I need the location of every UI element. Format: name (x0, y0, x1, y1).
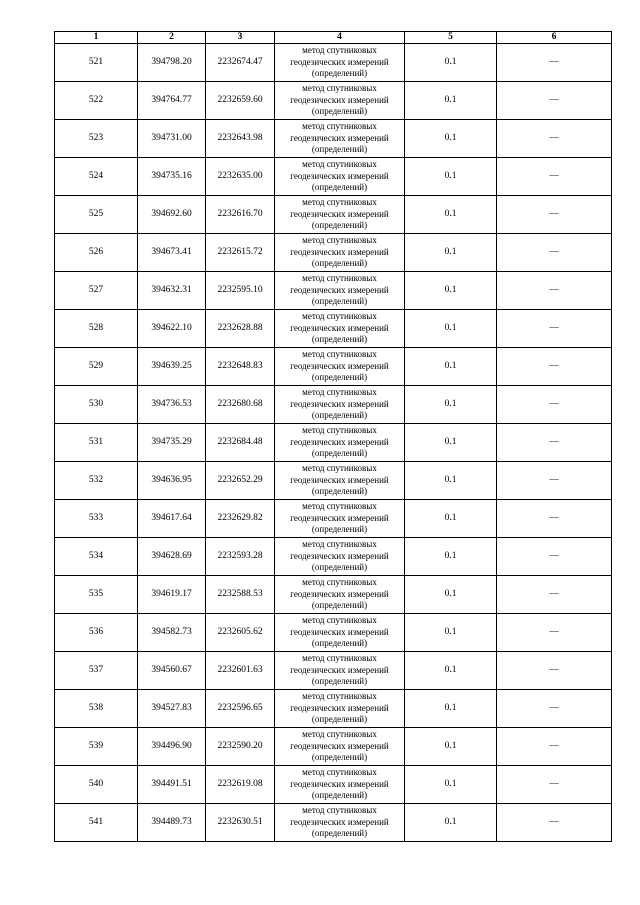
precision-cell: 0.1 (405, 158, 497, 196)
column-header-3: 3 (206, 32, 275, 44)
table-row (55, 82, 612, 120)
coordinate-x-cell: 394736.53 (138, 386, 206, 424)
method-cell: метод спутниковых геодезических измерений (определений) (275, 538, 405, 576)
coordinate-x-cell: 394731.00 (138, 120, 206, 158)
precision-cell: 0.1 (405, 690, 497, 728)
method-cell: метод спутниковых геодезических измерений (определений) (275, 272, 405, 310)
precision-cell: 0.1 (405, 82, 497, 120)
coordinate-y-cell: 2232684.48 (206, 424, 275, 462)
point-number-cell: 530 (55, 386, 138, 424)
point-number-cell: 526 (55, 234, 138, 272)
note-cell: — (497, 690, 612, 728)
point-number-cell: 529 (55, 348, 138, 386)
note-cell: — (497, 462, 612, 500)
table-row (55, 120, 612, 158)
coordinate-y-cell: 2232596.65 (206, 690, 275, 728)
coordinate-y-cell: 2232643.98 (206, 120, 275, 158)
coordinate-x-cell: 394735.29 (138, 424, 206, 462)
precision-cell: 0.1 (405, 538, 497, 576)
table-row (55, 538, 612, 576)
precision-cell: 0.1 (405, 728, 497, 766)
precision-cell: 0.1 (405, 44, 497, 82)
coordinates-table (54, 31, 612, 842)
note-cell: — (497, 652, 612, 690)
table-row (55, 500, 612, 538)
note-cell: — (497, 386, 612, 424)
method-cell: метод спутниковых геодезических измерений (определений) (275, 614, 405, 652)
coordinate-y-cell: 2232616.70 (206, 196, 275, 234)
precision-cell: 0.1 (405, 386, 497, 424)
method-cell: метод спутниковых геодезических измерений (определений) (275, 82, 405, 120)
coordinate-x-cell: 394491.51 (138, 766, 206, 804)
note-cell: — (497, 348, 612, 386)
table-row (55, 158, 612, 196)
note-cell: — (497, 538, 612, 576)
note-cell: — (497, 272, 612, 310)
coordinate-x-cell: 394628.69 (138, 538, 206, 576)
method-cell: метод спутниковых геодезических измерений (определений) (275, 234, 405, 272)
coordinate-y-cell: 2232619.08 (206, 766, 275, 804)
coordinate-x-cell: 394798.20 (138, 44, 206, 82)
method-cell: метод спутниковых геодезических измерений (определений) (275, 44, 405, 82)
point-number-cell: 537 (55, 652, 138, 690)
table-row (55, 386, 612, 424)
precision-cell: 0.1 (405, 804, 497, 842)
coordinate-x-cell: 394673.41 (138, 234, 206, 272)
coordinate-y-cell: 2232590.20 (206, 728, 275, 766)
note-cell: — (497, 82, 612, 120)
coordinate-x-cell: 394527.83 (138, 690, 206, 728)
method-cell: метод спутниковых геодезических измерений (определений) (275, 652, 405, 690)
precision-cell: 0.1 (405, 348, 497, 386)
table-row (55, 196, 612, 234)
method-cell: метод спутниковых геодезических измерений (определений) (275, 462, 405, 500)
method-cell: метод спутниковых геодезических измерений (определений) (275, 348, 405, 386)
coordinate-x-cell: 394582.73 (138, 614, 206, 652)
coordinate-x-cell: 394560.67 (138, 652, 206, 690)
point-number-cell: 525 (55, 196, 138, 234)
note-cell: — (497, 614, 612, 652)
note-cell: — (497, 234, 612, 272)
table-row (55, 234, 612, 272)
point-number-cell: 527 (55, 272, 138, 310)
coordinate-x-cell: 394639.25 (138, 348, 206, 386)
point-number-cell: 536 (55, 614, 138, 652)
point-number-cell: 538 (55, 690, 138, 728)
precision-cell: 0.1 (405, 196, 497, 234)
method-cell: метод спутниковых геодезических измерений (определений) (275, 120, 405, 158)
table-row (55, 272, 612, 310)
method-cell: метод спутниковых геодезических измерений (определений) (275, 158, 405, 196)
coordinate-x-cell: 394636.95 (138, 462, 206, 500)
note-cell: — (497, 310, 612, 348)
note-cell: — (497, 424, 612, 462)
note-cell: — (497, 158, 612, 196)
coordinate-x-cell: 394496.90 (138, 728, 206, 766)
method-cell: метод спутниковых геодезических измерений (определений) (275, 500, 405, 538)
column-header-2: 2 (138, 32, 206, 44)
coordinate-y-cell: 2232674.47 (206, 44, 275, 82)
note-cell: — (497, 44, 612, 82)
precision-cell: 0.1 (405, 576, 497, 614)
note-cell: — (497, 500, 612, 538)
point-number-cell: 532 (55, 462, 138, 500)
point-number-cell: 521 (55, 44, 138, 82)
table-row (55, 690, 612, 728)
table-row (55, 614, 612, 652)
precision-cell: 0.1 (405, 652, 497, 690)
coordinate-y-cell: 2232629.82 (206, 500, 275, 538)
coordinate-x-cell: 394619.17 (138, 576, 206, 614)
table-row (55, 804, 612, 842)
point-number-cell: 535 (55, 576, 138, 614)
coordinate-x-cell: 394617.64 (138, 500, 206, 538)
coordinate-x-cell: 394489.73 (138, 804, 206, 842)
point-number-cell: 522 (55, 82, 138, 120)
coordinate-y-cell: 2232630.51 (206, 804, 275, 842)
point-number-cell: 541 (55, 804, 138, 842)
method-cell: метод спутниковых геодезических измерений (определений) (275, 766, 405, 804)
method-cell: метод спутниковых геодезических измерений (определений) (275, 576, 405, 614)
point-number-cell: 533 (55, 500, 138, 538)
column-header-5: 5 (405, 32, 497, 44)
precision-cell: 0.1 (405, 272, 497, 310)
table-row (55, 462, 612, 500)
note-cell: — (497, 728, 612, 766)
coordinate-y-cell: 2232588.53 (206, 576, 275, 614)
coordinate-x-cell: 394764.77 (138, 82, 206, 120)
coordinate-y-cell: 2232605.62 (206, 614, 275, 652)
coordinate-y-cell: 2232601.63 (206, 652, 275, 690)
column-header-1: 1 (55, 32, 138, 44)
coordinate-y-cell: 2232593.28 (206, 538, 275, 576)
coordinate-y-cell: 2232615.72 (206, 234, 275, 272)
method-cell: метод спутниковых геодезических измерений (определений) (275, 424, 405, 462)
note-cell: — (497, 576, 612, 614)
method-cell: метод спутниковых геодезических измерений (определений) (275, 804, 405, 842)
table-row (55, 44, 612, 82)
table-row (55, 576, 612, 614)
precision-cell: 0.1 (405, 120, 497, 158)
coordinate-y-cell: 2232652.29 (206, 462, 275, 500)
table-row (55, 766, 612, 804)
method-cell: метод спутниковых геодезических измерений (определений) (275, 386, 405, 424)
method-cell: метод спутниковых геодезических измерений (определений) (275, 196, 405, 234)
precision-cell: 0.1 (405, 424, 497, 462)
note-cell: — (497, 766, 612, 804)
precision-cell: 0.1 (405, 614, 497, 652)
table-header-row (55, 32, 612, 44)
coordinate-x-cell: 394622.10 (138, 310, 206, 348)
point-number-cell: 524 (55, 158, 138, 196)
precision-cell: 0.1 (405, 500, 497, 538)
precision-cell: 0.1 (405, 462, 497, 500)
table-row (55, 348, 612, 386)
method-cell: метод спутниковых геодезических измерений (определений) (275, 690, 405, 728)
point-number-cell: 540 (55, 766, 138, 804)
table-row (55, 310, 612, 348)
coordinate-y-cell: 2232595.10 (206, 272, 275, 310)
point-number-cell: 531 (55, 424, 138, 462)
coordinate-y-cell: 2232659.60 (206, 82, 275, 120)
note-cell: — (497, 804, 612, 842)
column-header-6: 6 (497, 32, 612, 44)
coordinate-y-cell: 2232628.88 (206, 310, 275, 348)
note-cell: — (497, 196, 612, 234)
method-cell: метод спутниковых геодезических измерений (определений) (275, 728, 405, 766)
precision-cell: 0.1 (405, 766, 497, 804)
note-cell: — (497, 120, 612, 158)
coordinate-x-cell: 394692.60 (138, 196, 206, 234)
table-row (55, 424, 612, 462)
table-row (55, 652, 612, 690)
table-body (55, 44, 612, 842)
coordinate-y-cell: 2232635.00 (206, 158, 275, 196)
point-number-cell: 534 (55, 538, 138, 576)
coordinate-y-cell: 2232680.68 (206, 386, 275, 424)
point-number-cell: 539 (55, 728, 138, 766)
point-number-cell: 528 (55, 310, 138, 348)
table-row (55, 728, 612, 766)
method-cell: метод спутниковых геодезических измерений (определений) (275, 310, 405, 348)
coordinate-x-cell: 394735.16 (138, 158, 206, 196)
coordinate-x-cell: 394632.31 (138, 272, 206, 310)
column-header-4: 4 (275, 32, 405, 44)
coordinate-y-cell: 2232648.83 (206, 348, 275, 386)
precision-cell: 0.1 (405, 234, 497, 272)
precision-cell: 0.1 (405, 310, 497, 348)
point-number-cell: 523 (55, 120, 138, 158)
